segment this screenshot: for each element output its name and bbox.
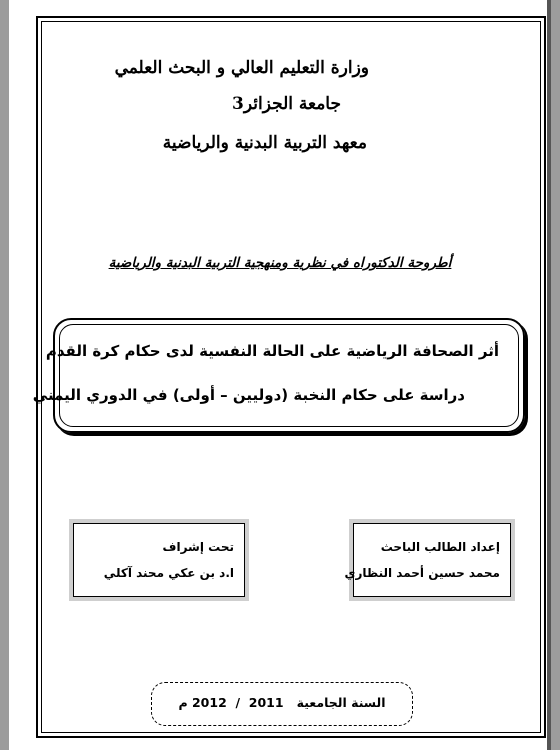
supervisor-box [69,519,249,601]
title-box-inner-border [59,324,519,427]
academic-year-box [151,682,413,726]
author-label: إعداد الطالب الباحث [380,540,500,554]
thesis-title-line-1: أثر الصحافة الرياضية على الحالة النفسية لدى حكام كرة القدم [45,342,499,360]
thesis-title-line-2: دراسة على حكام النخبة (دوليين – أولى) في الدوري اليمني [32,386,465,404]
author-box [344,519,515,601]
supervisor-label: تحت إشراف [162,540,234,554]
author-box-inner [344,523,511,597]
thesis-type: أطروحة الدكتوراه في نظرية ومنهجية التربية البدنية والرياضية [108,255,452,271]
document-page [9,0,551,750]
author-name: محمد حسين أحمد النظاري [344,566,500,580]
institute-name: معهد التربية البدنية والرياضية [162,133,367,153]
university-name: جامعة الجزائر3 [232,94,341,114]
supervisor-box-inner [73,523,245,597]
title-box [32,318,525,433]
supervisor-name: ا.د بن عكي محند آكلي [103,566,234,580]
academic-year: السنة الجامعية 2011 / 2012 م [178,695,386,710]
ministry-name: وزارة التعليم العالي و البحث العلمي [114,58,369,78]
